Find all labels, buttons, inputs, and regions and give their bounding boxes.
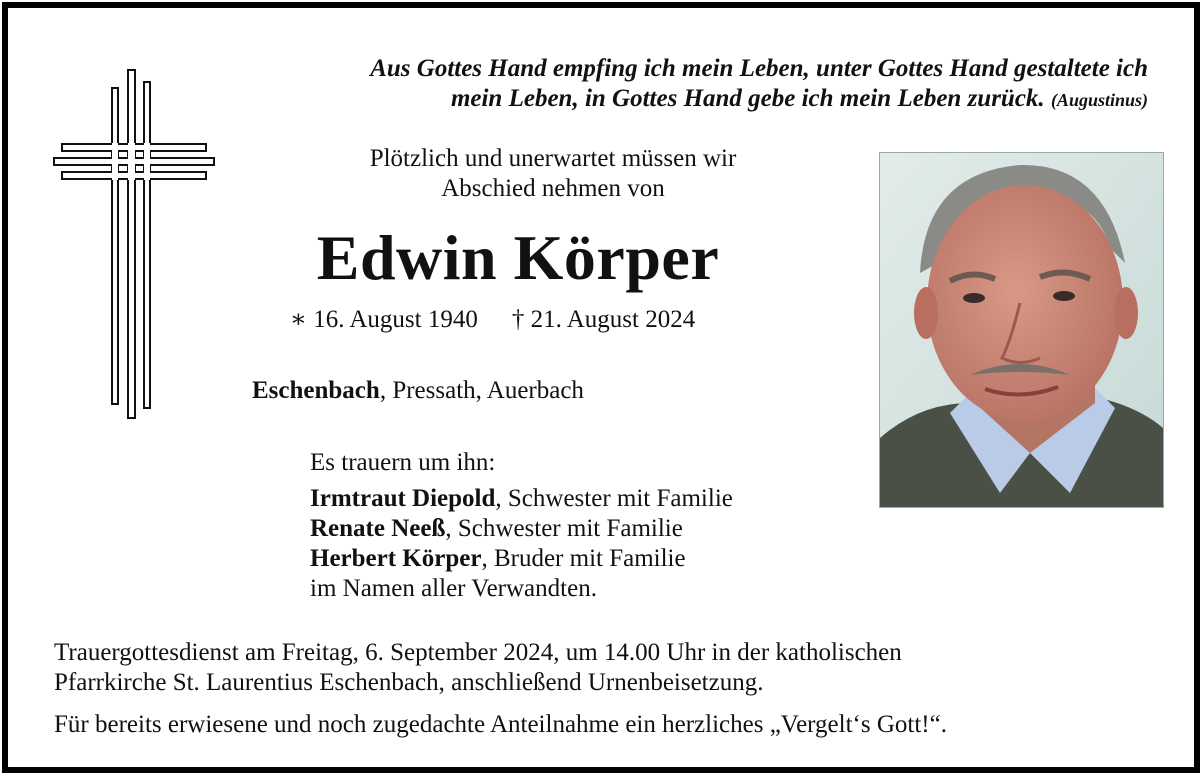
birth-date: ∗ 16. August 1940 <box>290 306 478 333</box>
quote-source: (Augustinus) <box>1050 90 1148 110</box>
service-line-2: Pfarrkirche St. Laurentius Eschenbach, anschließend Urnenbeisetzung. <box>54 669 764 696</box>
bible-quote <box>248 54 1148 115</box>
intro-text <box>318 144 788 204</box>
intro-line-1: Plötzlich und unerwartet müssen wir <box>369 145 737 172</box>
mourner-relation: , Schwester mit Familie <box>445 515 683 542</box>
portrait-illustration <box>880 153 1163 507</box>
mourner-item <box>310 514 733 544</box>
places-line <box>252 376 584 406</box>
life-dates <box>290 305 695 335</box>
cross-vertical-bar-middle <box>128 70 135 418</box>
mourners-block <box>310 448 733 604</box>
intro-line-2: Abschied nehmen von <box>441 175 665 202</box>
mourner-name: Irmtraut Diepold <box>310 485 496 512</box>
place-others: , Pressath, Auerbach <box>379 377 584 404</box>
service-line-1: Trauergottesdienst am Freitag, 6. September 2024, um 14.00 Uhr in der katholischen <box>54 639 902 666</box>
mourner-item <box>310 544 733 574</box>
mourners-closing: im Namen aller Verwandten. <box>310 575 597 602</box>
portrait-photo <box>879 152 1164 508</box>
cross-vertical-bar-left <box>112 88 118 404</box>
thanks-text: Für bereits erwiesene und noch zugedachte Anteilnahme ein herzliches „Vergelt‘s Gott!“. <box>54 711 947 738</box>
mourner-relation: , Schwester mit Familie <box>495 485 733 512</box>
quote-line-2 <box>248 84 1148 115</box>
mourner-name: Renate Neeß <box>310 515 446 542</box>
cross-icon <box>52 66 216 422</box>
cross-vertical-bar-right <box>144 82 150 408</box>
mourner-name: Herbert Körper <box>310 545 482 572</box>
quote-line-2-text: mein Leben, in Gottes Hand gebe ich mein Leben zurück. <box>450 85 1045 112</box>
deceased-name: Edwin Körper <box>316 222 720 293</box>
mourner-item <box>310 484 733 514</box>
funeral-service-info <box>54 638 1164 698</box>
obituary-frame <box>2 2 1200 773</box>
place-primary: Eschenbach <box>252 377 380 404</box>
death-date: † 21. August 2024 <box>511 306 696 333</box>
mourners-heading: Es trauern um ihn: <box>310 449 496 476</box>
quote-line-1: Aus Gottes Hand empfing ich mein Leben, unter Gottes Hand gestaltete ich <box>370 55 1148 82</box>
mourner-relation: , Bruder mit Familie <box>481 545 686 572</box>
